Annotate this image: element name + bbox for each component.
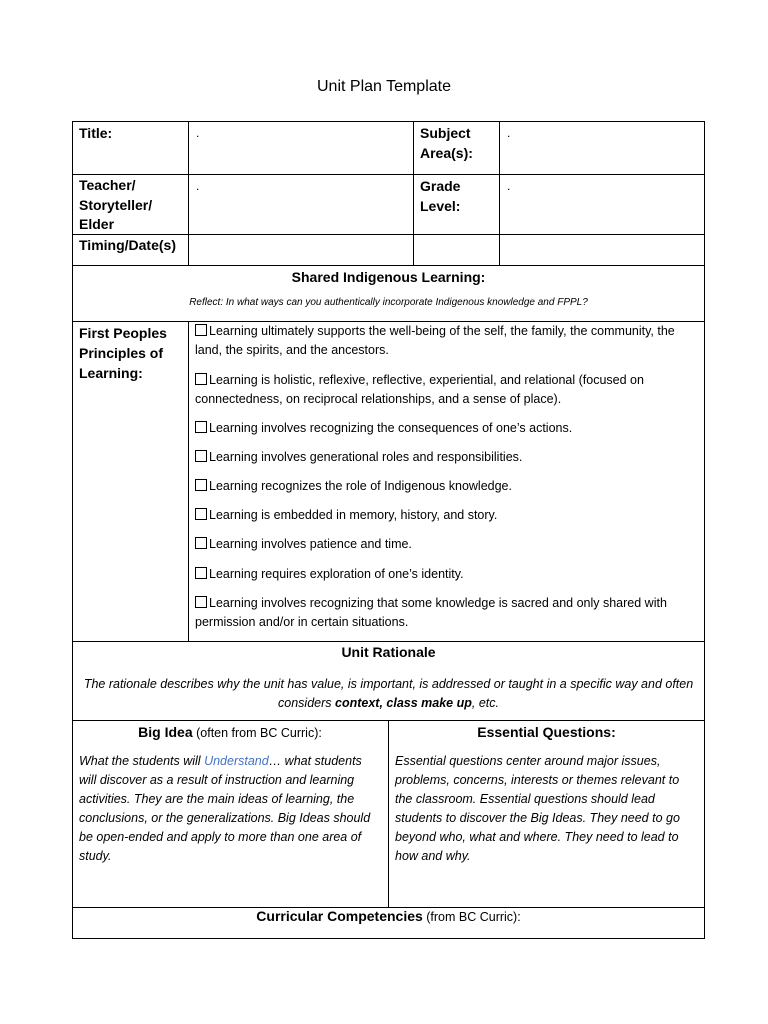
rationale-heading: Unit Rationale bbox=[341, 644, 436, 660]
checkbox[interactable] bbox=[195, 537, 207, 549]
grade-label: Grade Level: bbox=[420, 178, 461, 214]
title-label: Title: bbox=[79, 125, 113, 141]
shared-learning-heading: Shared Indigenous Learning: bbox=[291, 269, 486, 285]
teacher-value[interactable]: . bbox=[196, 179, 200, 193]
timing-label: Timing/Date(s) bbox=[79, 237, 176, 253]
checkbox[interactable] bbox=[195, 450, 207, 462]
title-value[interactable]: . bbox=[196, 126, 200, 140]
essential-questions-heading: Essential Questions: bbox=[477, 724, 616, 740]
essential-questions-text: Essential questions center around major issues, problems, concerns, interests or themes relevant to the classroom. Essential questions should lead students to discover the Big Ideas. They need to go beyond who, what and where. They need to lead to how and why. bbox=[395, 754, 680, 863]
reflect-prompt: Reflect: In what ways can you authentically incorporate Indigenous knowledge and FPPL? bbox=[189, 297, 588, 308]
col-divider bbox=[388, 720, 389, 907]
teacher-label: Teacher/ Storyteller/ Elder bbox=[79, 177, 153, 232]
fppl-item[interactable]: Learning involves recognizing the consequences of one’s actions. bbox=[195, 419, 700, 438]
fppl-item[interactable]: Learning requires exploration of one’s identity. bbox=[195, 565, 700, 584]
curricular-heading: Curricular Competencies (from BC Curric): bbox=[256, 908, 521, 924]
checkbox[interactable] bbox=[195, 479, 207, 491]
fppl-item[interactable]: Learning is holistic, reflexive, reflective, experiential, and relational (focused on connectedness, on reciprocal relationships, and a sense of place). bbox=[195, 373, 644, 406]
big-idea-heading: Big Idea (often from BC Curric): bbox=[138, 724, 322, 740]
checkbox[interactable] bbox=[195, 596, 207, 608]
fppl-item[interactable]: Learning involves patience and time. bbox=[195, 535, 700, 554]
row-divider bbox=[72, 265, 705, 266]
col-divider bbox=[188, 321, 189, 641]
row-divider bbox=[72, 641, 705, 642]
col-divider bbox=[499, 121, 500, 265]
subject-label: Subject Area(s): bbox=[420, 125, 473, 161]
fppl-item[interactable]: Learning recognizes the role of Indigenous knowledge. bbox=[195, 477, 700, 496]
checkbox[interactable] bbox=[195, 324, 207, 336]
grade-value[interactable]: . bbox=[507, 179, 511, 193]
fppl-item[interactable]: Learning ultimately supports the well-being of the self, the family, the community, the land, the spirits, and the ancestors. bbox=[195, 324, 675, 357]
checkbox[interactable] bbox=[195, 508, 207, 520]
page-title: Unit Plan Template bbox=[317, 78, 451, 95]
fppl-item[interactable]: Learning involves recognizing that some knowledge is sacred and only shared with permission and/or in certain situations. bbox=[195, 596, 667, 629]
checkbox[interactable] bbox=[195, 373, 207, 385]
subject-value[interactable]: . bbox=[507, 126, 511, 140]
big-idea-text: What the students will Understand… what students will discover as a result of instruction and learning activities. They are the main ideas of learning, the conclusions, or the generalizations. Big Ideas should be open-ended and apply to more than one area of study. bbox=[79, 754, 371, 863]
rationale-text: The rationale describes why the unit has value, is important, is addressed or taught in a specific way and often considers context, class make up, etc. bbox=[83, 677, 694, 710]
checkbox[interactable] bbox=[195, 421, 207, 433]
fppl-item[interactable]: Learning is embedded in memory, history, and story. bbox=[195, 506, 700, 525]
fppl-label: First Peoples Principles of Learning: bbox=[79, 325, 167, 381]
fppl-item[interactable]: Learning involves generational roles and responsibilities. bbox=[195, 448, 700, 467]
row-divider bbox=[72, 174, 705, 175]
col-divider bbox=[188, 121, 189, 265]
checkbox[interactable] bbox=[195, 567, 207, 579]
col-divider bbox=[413, 121, 414, 265]
